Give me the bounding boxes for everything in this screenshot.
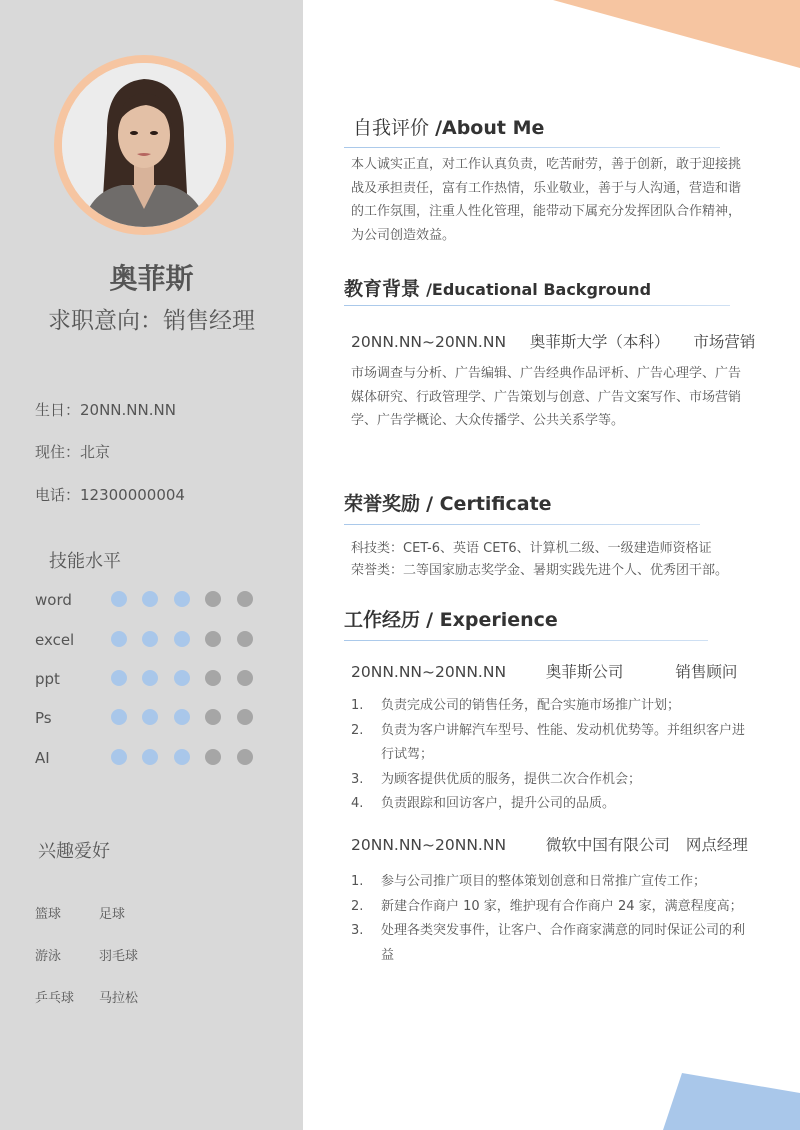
duty-text: 处理各类突发事件，让客户、合作商家满意的同时保证公司的利益 — [381, 923, 746, 963]
education-period: 20NN.NN~20NN.NN — [351, 333, 507, 351]
education-heading — [344, 274, 651, 301]
skill-dot-filled — [142, 749, 158, 765]
job-company: 奥菲斯公司 — [545, 663, 624, 681]
duty-number: 3. — [351, 923, 364, 938]
skill-dot-empty — [205, 749, 221, 765]
experience-heading — [344, 605, 558, 632]
skill-dot-filled — [174, 749, 190, 765]
job-row — [351, 833, 748, 855]
avatar — [62, 63, 226, 227]
skills-heading: 技能水平 — [49, 551, 121, 572]
skill-dot-filled — [174, 670, 190, 686]
experience-heading-en: / Experience — [426, 609, 558, 631]
experience-heading-cn: 工作经历 — [344, 609, 421, 631]
skill-dot-empty — [237, 670, 253, 686]
job-duties — [351, 870, 751, 968]
job-row — [351, 660, 737, 682]
duty-number: 1. — [351, 698, 364, 713]
skill-dot-filled — [111, 749, 127, 765]
skill-name: ppt — [35, 670, 60, 688]
skill-dot-filled — [142, 709, 158, 725]
skill-name: excel — [35, 631, 75, 649]
education-major: 市场营销 — [693, 333, 756, 351]
duty-number: 4. — [351, 796, 364, 811]
phone-number: 电话：12300000004 — [35, 486, 185, 504]
duty-text: 负责跟踪和回访客户，提升公司的品质。 — [381, 796, 616, 811]
skill-row — [35, 709, 275, 729]
hobby-item: 乒乓球 — [35, 991, 75, 1006]
duty-item — [351, 919, 751, 968]
duty-text: 新建合作商户 10 家，维护现有合作商户 24 家，满意程度高； — [381, 898, 743, 914]
candidate-name: 奥菲斯 — [109, 262, 194, 295]
duty-number: 2. — [351, 722, 364, 738]
skill-row — [35, 749, 275, 769]
certificate-honor: 荣誉类：二等国家励志奖学金、暑期实践先进个人、优秀团干部。 — [351, 563, 729, 578]
skill-dot-filled — [142, 591, 158, 607]
skill-dot-empty — [205, 670, 221, 686]
duty-item — [351, 895, 751, 920]
skill-dot-filled — [111, 709, 127, 725]
skill-dot-filled — [111, 591, 127, 607]
certificate-tech: 科技类：CET-6、英语 CET6、计算机二级、一级建造师资格证 — [351, 541, 712, 556]
duty-text: 为顾客提供优质的服务，提供二次合作机会； — [381, 771, 642, 787]
job-company: 微软中国有限公司 — [545, 836, 670, 854]
duty-item — [351, 768, 751, 793]
skill-dot-filled — [174, 709, 190, 725]
about-heading-cn: 自我评价 — [353, 117, 430, 139]
section-divider — [344, 640, 708, 641]
hobby-item: 游泳 — [35, 949, 62, 964]
skill-dot-filled — [142, 631, 158, 647]
certificate-heading-en: / Certificate — [426, 493, 552, 515]
hobby-item: 羽毛球 — [99, 949, 139, 964]
education-row — [351, 330, 755, 352]
about-heading-en: /About Me — [435, 117, 545, 139]
skill-dot-empty — [205, 591, 221, 607]
duty-number: 3. — [351, 771, 364, 787]
duty-text: 负责为客户讲解汽车型号、性能、发动机优势等。并组织客户进行试驾； — [381, 722, 746, 762]
education-heading-en: /Educational Background — [426, 280, 652, 299]
hobby-item: 篮球 — [35, 907, 62, 922]
certificate-heading-cn: 荣誉奖励 — [344, 493, 421, 515]
section-divider — [344, 524, 700, 525]
skill-row — [35, 631, 275, 651]
skill-name: Ps — [35, 709, 52, 727]
duty-item — [351, 870, 751, 895]
job-intention: 求职意向：销售经理 — [48, 308, 255, 334]
duty-text: 参与公司推广项目的整体策划创意和日常推广宣传工作； — [381, 874, 707, 889]
skill-name: AI — [35, 749, 50, 767]
duty-number: 1. — [351, 874, 364, 889]
skill-row — [35, 670, 275, 690]
hobby-item: 马拉松 — [99, 991, 139, 1006]
job-period: 20NN.NN~20NN.NN — [351, 836, 507, 854]
about-heading — [353, 113, 544, 140]
about-text: 本人诚实正直，对工作认真负责，吃苦耐劳，善于创新，敢于迎接挑战及承担责任，富有工作热情，乐业敬业，善于与人沟通，营造和谐的工作氛围，注重人性化管理，能带动下属充分发挥团队合作精神，为公司创造效益。 — [351, 157, 742, 243]
skill-row — [35, 591, 275, 611]
portrait-image — [62, 63, 226, 227]
job-position: 销售顾问 — [675, 663, 738, 681]
job-position: 网点经理 — [685, 836, 748, 854]
skill-dot-filled — [142, 670, 158, 686]
duty-number: 2. — [351, 898, 364, 914]
section-divider — [344, 147, 720, 148]
skill-dot-filled — [174, 591, 190, 607]
skill-dot-filled — [174, 631, 190, 647]
skill-dot-empty — [205, 631, 221, 647]
duty-text: 负责完成公司的销售任务，配合实施市场推广计划； — [381, 698, 681, 713]
birth-date: 生日：20NN.NN.NN — [35, 401, 176, 419]
hobby-item: 足球 — [99, 907, 126, 922]
skill-dot-empty — [237, 749, 253, 765]
education-school: 奥菲斯大学（本科） — [529, 333, 670, 351]
certificate-heading — [344, 489, 552, 516]
skill-dot-empty — [237, 631, 253, 647]
duty-item — [351, 792, 751, 817]
education-heading-cn: 教育背景 — [344, 278, 421, 300]
duty-item — [351, 694, 751, 719]
skill-dot-empty — [237, 709, 253, 725]
job-duties — [351, 694, 751, 817]
current-location: 现住：北京 — [35, 443, 111, 461]
hobbies-heading: 兴趣爱好 — [38, 841, 110, 862]
job-period: 20NN.NN~20NN.NN — [351, 663, 507, 681]
skill-dot-empty — [205, 709, 221, 725]
skill-name: word — [35, 591, 72, 609]
section-divider — [344, 305, 730, 306]
skill-dot-filled — [111, 670, 127, 686]
education-courses: 市场调查与分析、广告编辑、广告经典作品评析、广告心理学、广告媒体研究、行政管理学、广告策划与创意、广告文案写作、市场营销学、广告学概论、大众传播学、公共关系学等。 — [351, 366, 742, 428]
skill-dot-empty — [237, 591, 253, 607]
skill-dot-filled — [111, 631, 127, 647]
duty-item — [351, 719, 751, 768]
